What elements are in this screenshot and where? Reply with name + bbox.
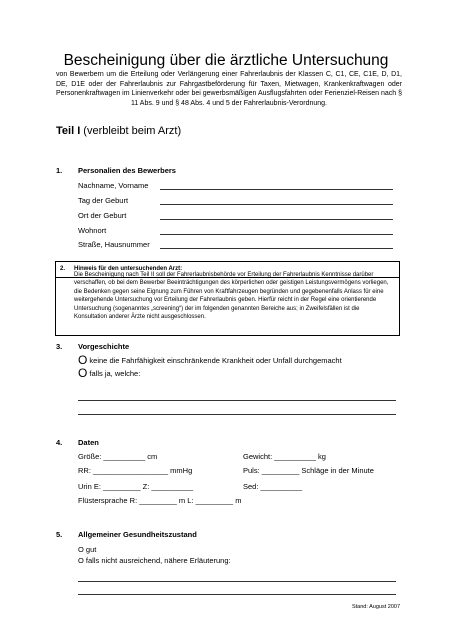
section-3-number: 3. xyxy=(56,342,63,351)
field-label-name: Nachname, Vorname xyxy=(78,181,149,190)
section-5-title: Allgemeiner Gesundheitszustand xyxy=(78,530,197,539)
history-option-yes[interactable] xyxy=(78,367,140,380)
field-label-residence: Wohnort xyxy=(78,226,107,235)
field-line-street[interactable] xyxy=(160,248,393,249)
history-option-yes-label: falls ja, welche: xyxy=(87,369,141,378)
field-label-street: Straße, Hausnummer xyxy=(78,240,150,249)
footer-version: Stand: August 2007 xyxy=(351,604,400,610)
field-weight[interactable]: Gewicht: __________ kg xyxy=(243,452,326,461)
section-3-title: Vorgeschichte xyxy=(78,342,130,351)
section-2-title: Hinweis für den untersuchenden Arzt: xyxy=(74,266,183,272)
field-pulse[interactable]: Puls: _________ Schläge in der Minute xyxy=(243,466,374,475)
section-2-text: Die Bescheinigung nach Teil II soll der Fahrerlaubnisbehörde vor Erteilung der Fahrerlaubnis Kenntnisse darüber verschaffen, ob bei dem Bewerber Beeinträchtigungen des körperlichen oder geistigen Leistungsvermögens vorliegen, die Bedenken gegen seine Eignung zum Führen von Kraftfahrzeugen begründen und gegebenenfalls Anlass für eine weitergehende Untersuchung vor Erteilung der Fahrerlaubnis geben. Hierfür reicht in der Regel eine orientierende Untersuchung (sogenanntes „screening“) der im folgenden genannten Bereiche aus; in Zweifelsfällen ist die Konsultation anderer Ärzte nicht ausgeschlossen. xyxy=(74,272,389,321)
section-2-number: 2. xyxy=(60,266,66,272)
part-label: Teil I xyxy=(56,125,81,137)
history-option-none[interactable] xyxy=(78,354,342,367)
field-line-birthplace[interactable] xyxy=(160,219,393,220)
page-title: Bescheinigung über die ärztliche Untersuchung xyxy=(63,52,389,69)
physician-note-box xyxy=(55,261,400,336)
field-line-birthdate[interactable] xyxy=(160,204,393,205)
field-urine[interactable]: Urin E: _________ Z: __________ xyxy=(78,482,194,491)
health-option-good[interactable]: O gut xyxy=(78,545,97,554)
section-4-number: 4. xyxy=(56,438,63,447)
radio-circle-icon[interactable]: O xyxy=(78,353,88,367)
part-note: (verbleibt beim Arzt) xyxy=(80,125,182,137)
health-line-2[interactable] xyxy=(78,594,396,595)
field-height[interactable]: Größe: __________ cm xyxy=(78,452,158,461)
history-line-2[interactable] xyxy=(78,414,396,415)
radio-circle-icon[interactable]: O xyxy=(78,366,88,380)
field-label-birthplace: Ort der Geburt xyxy=(78,211,127,220)
field-whisper-hearing[interactable]: Flüstersprache R: _________ m L: _________ m xyxy=(78,496,242,505)
intro-paragraph: von Bewerbern um die Erteilung oder Verlängerung einer Fahrerlaubnis der Klassen C, C1, CE, C1E, D, D1, DE, D1E oder der Fahrerlaubnis zur Fahrgastbeförderung für Taxen, Mietwagen, Krankenkraftwagen oder Personenkraftwagen im Linienverkehr oder bei gewerbsmäßigen Ausflugsfahrten oder Ferienziel-Reisen nach § 11 Abs. 9 und § 48 Abs. 4 und 5 der Fahrerlaubnis-Verordnung. xyxy=(56,71,402,107)
section-4-title: Daten xyxy=(78,438,99,447)
part-heading xyxy=(56,125,181,138)
field-sed[interactable]: Sed: __________ xyxy=(243,482,303,491)
field-blood-pressure[interactable]: RR: __________________ mmHg xyxy=(78,466,193,475)
section-1-number: 1. xyxy=(56,166,63,175)
health-line-1[interactable] xyxy=(78,581,396,582)
field-label-birthdate: Tag der Geburt xyxy=(78,196,129,205)
health-option-insufficient[interactable]: O falls nicht ausreichend, nähere Erläuterung: xyxy=(78,556,231,565)
field-line-name[interactable] xyxy=(160,189,393,190)
history-option-none-label: keine die Fahrfähigkeit einschränkende Krankheit oder Unfall durchgemacht xyxy=(87,356,342,365)
history-line-1[interactable] xyxy=(78,400,396,401)
section-5-number: 5. xyxy=(56,530,63,539)
section-1-title: Personalien des Bewerbers xyxy=(78,166,176,175)
field-line-residence[interactable] xyxy=(160,234,393,235)
